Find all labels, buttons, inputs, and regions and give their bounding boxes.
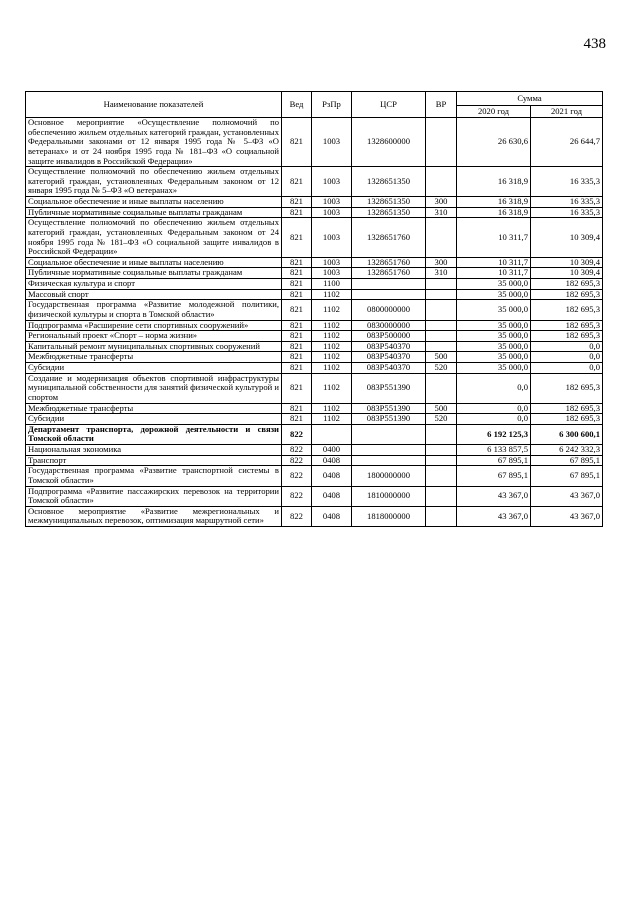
table-row [26, 289, 603, 300]
row-sum-2020: 35 000,0 [457, 341, 531, 352]
table-row [26, 197, 603, 208]
row-vr [426, 300, 457, 320]
row-rzpr: 1102 [312, 289, 352, 300]
row-rzpr: 0400 [312, 445, 352, 456]
header-rzpr: РзПр [312, 92, 352, 118]
row-sum-2021: 16 335,3 [531, 207, 603, 218]
row-sum-2020: 6 133 857,5 [457, 445, 531, 456]
header-vr: ВР [426, 92, 457, 118]
row-sum-2021: 182 695,3 [531, 320, 603, 331]
row-sum-2020: 35 000,0 [457, 363, 531, 374]
table-row [26, 118, 603, 167]
row-name: Осуществление полномочий по обеспечению жильем отдельных категорий граждан, установленных Федеральным законом от 24 ноября 1995 года № 181–ФЗ «О социальной защите инвалидов в Российской Федерации» [26, 218, 282, 258]
row-name: Транспорт [26, 455, 282, 466]
table-row [26, 320, 603, 331]
row-rzpr: 1100 [312, 279, 352, 290]
row-vr: 300 [426, 257, 457, 268]
row-name: Социальное обеспечение и иные выплаты населению [26, 257, 282, 268]
table-row [26, 300, 603, 320]
table-row [26, 279, 603, 290]
row-name: Публичные нормативные социальные выплаты гражданам [26, 207, 282, 218]
table-row [26, 207, 603, 218]
table-row [26, 352, 603, 363]
row-sum-2020: 0,0 [457, 403, 531, 414]
row-ved: 821 [282, 118, 312, 167]
row-vr: 300 [426, 197, 457, 208]
table-row [26, 268, 603, 279]
row-rzpr: 1003 [312, 118, 352, 167]
row-rzpr: 0408 [312, 506, 352, 526]
row-sum-2021: 0,0 [531, 352, 603, 363]
row-sum-2021: 182 695,3 [531, 373, 603, 403]
row-ved: 822 [282, 424, 312, 444]
table-row [26, 414, 603, 425]
row-sum-2020: 6 192 125,3 [457, 424, 531, 444]
row-sum-2021: 182 695,3 [531, 331, 603, 342]
header-2020: 2020 год [457, 106, 531, 118]
row-sum-2021: 0,0 [531, 341, 603, 352]
row-ved: 822 [282, 486, 312, 506]
row-csr: 1818000000 [352, 506, 426, 526]
budget-table [25, 91, 603, 527]
row-name: Основное мероприятие «Развитие межрегиональных и межмуниципальных перевозок, оптимизация маршрутной сети» [26, 506, 282, 526]
row-sum-2021: 16 335,3 [531, 197, 603, 208]
table-row [26, 486, 603, 506]
row-name: Межбюджетные трансферты [26, 352, 282, 363]
row-name: Государственная программа «Развитие транспортной системы в Томской области» [26, 466, 282, 486]
row-ved: 821 [282, 331, 312, 342]
row-ved: 821 [282, 341, 312, 352]
row-vr: 520 [426, 414, 457, 425]
row-sum-2021: 43 367,0 [531, 486, 603, 506]
row-name: Субсидии [26, 414, 282, 425]
row-sum-2021: 6 242 332,3 [531, 445, 603, 456]
row-ved: 821 [282, 352, 312, 363]
row-ved: 822 [282, 506, 312, 526]
row-sum-2021: 6 300 600,1 [531, 424, 603, 444]
row-rzpr: 1003 [312, 197, 352, 208]
row-csr: 083P500000 [352, 331, 426, 342]
row-vr: 310 [426, 268, 457, 279]
row-ved: 821 [282, 167, 312, 197]
row-vr [426, 279, 457, 290]
row-name: Публичные нормативные социальные выплаты гражданам [26, 268, 282, 279]
row-sum-2020: 10 311,7 [457, 268, 531, 279]
row-name: Подпрограмма «Развитие пассажирских перевозок на территории Томской области» [26, 486, 282, 506]
row-ved: 821 [282, 197, 312, 208]
table-row [26, 363, 603, 374]
row-rzpr: 0408 [312, 466, 352, 486]
row-csr: 1810000000 [352, 486, 426, 506]
row-name: Основное мероприятие «Осуществление полномочий по обеспечению жильем отдельных категорий граждан, установленных Федеральными законами от 12 января 1995 года № 5–ФЗ «О ветеранах» и от 24 ноября 1995 года № 181–ФЗ «О социальной защите инвалидов в Российской Федерации» [26, 118, 282, 167]
row-name: Департамент транспорта, дорожной деятельности и связи Томской области [26, 424, 282, 444]
row-ved: 821 [282, 207, 312, 218]
row-sum-2020: 35 000,0 [457, 279, 531, 290]
row-rzpr: 0408 [312, 455, 352, 466]
header-sum: Сумма [457, 92, 603, 106]
row-ved: 821 [282, 320, 312, 331]
row-csr: 083P540370 [352, 341, 426, 352]
row-name: Подпрограмма «Расширение сети спортивных сооружений» [26, 320, 282, 331]
row-ved: 821 [282, 363, 312, 374]
page-number: 438 [583, 36, 606, 52]
row-sum-2021: 182 695,3 [531, 414, 603, 425]
row-sum-2021: 10 309,4 [531, 268, 603, 279]
row-name: Субсидии [26, 363, 282, 374]
row-sum-2021: 26 644,7 [531, 118, 603, 167]
row-name: Национальная экономика [26, 445, 282, 456]
row-ved: 821 [282, 403, 312, 414]
row-csr: 1328651350 [352, 207, 426, 218]
row-sum-2020: 16 318,9 [457, 207, 531, 218]
row-sum-2021: 16 335,3 [531, 167, 603, 197]
row-sum-2021: 43 367,0 [531, 506, 603, 526]
row-vr [426, 506, 457, 526]
row-sum-2020: 67 895,1 [457, 455, 531, 466]
row-sum-2020: 35 000,0 [457, 289, 531, 300]
row-rzpr: 1102 [312, 331, 352, 342]
row-ved: 822 [282, 455, 312, 466]
row-rzpr: 0408 [312, 486, 352, 506]
row-vr [426, 486, 457, 506]
row-ved: 821 [282, 268, 312, 279]
row-sum-2021: 182 695,3 [531, 403, 603, 414]
table-row [26, 466, 603, 486]
row-csr [352, 445, 426, 456]
row-name: Государственная программа «Развитие молодежной политики, физической культуры и спорта в Томской области» [26, 300, 282, 320]
row-sum-2021: 10 309,4 [531, 257, 603, 268]
row-sum-2020: 26 630,6 [457, 118, 531, 167]
row-sum-2020: 0,0 [457, 414, 531, 425]
row-rzpr: 1003 [312, 257, 352, 268]
row-sum-2020: 35 000,0 [457, 300, 531, 320]
row-vr [426, 341, 457, 352]
table-row [26, 257, 603, 268]
row-sum-2020: 35 000,0 [457, 320, 531, 331]
row-sum-2021: 182 695,3 [531, 289, 603, 300]
row-csr: 0800000000 [352, 300, 426, 320]
row-sum-2021: 182 695,3 [531, 279, 603, 290]
table-row [26, 424, 603, 444]
row-rzpr: 1003 [312, 268, 352, 279]
row-vr [426, 424, 457, 444]
row-vr: 500 [426, 403, 457, 414]
row-name: Массовый спорт [26, 289, 282, 300]
row-name: Капитальный ремонт муниципальных спортивных сооружений [26, 341, 282, 352]
row-rzpr: 1102 [312, 300, 352, 320]
row-csr: 083P551390 [352, 414, 426, 425]
row-rzpr: 1102 [312, 414, 352, 425]
row-sum-2020: 16 318,9 [457, 197, 531, 208]
table-row [26, 341, 603, 352]
row-sum-2020: 43 367,0 [457, 506, 531, 526]
row-csr: 083P551390 [352, 403, 426, 414]
row-ved: 821 [282, 257, 312, 268]
row-vr [426, 455, 457, 466]
table-row [26, 455, 603, 466]
row-vr [426, 118, 457, 167]
row-ved: 821 [282, 373, 312, 403]
row-sum-2021: 67 895,1 [531, 455, 603, 466]
row-sum-2020: 16 318,9 [457, 167, 531, 197]
row-sum-2020: 0,0 [457, 373, 531, 403]
row-vr [426, 331, 457, 342]
row-name: Создание и модернизация объектов спортивной инфраструктуры муниципальной собственности для занятий физической культурой и спортом [26, 373, 282, 403]
table-row [26, 445, 603, 456]
row-csr [352, 455, 426, 466]
row-sum-2021: 0,0 [531, 363, 603, 374]
table-row [26, 403, 603, 414]
table-row [26, 506, 603, 526]
row-sum-2020: 10 311,7 [457, 257, 531, 268]
row-csr: 1328651760 [352, 218, 426, 258]
row-sum-2021: 182 695,3 [531, 300, 603, 320]
row-vr: 310 [426, 207, 457, 218]
header-2021: 2021 год [531, 106, 603, 118]
row-rzpr: 1102 [312, 403, 352, 414]
row-rzpr: 1102 [312, 373, 352, 403]
row-sum-2020: 35 000,0 [457, 352, 531, 363]
row-vr [426, 373, 457, 403]
row-vr: 500 [426, 352, 457, 363]
row-name: Физическая культура и спорт [26, 279, 282, 290]
row-csr: 1328651760 [352, 257, 426, 268]
table-row [26, 331, 603, 342]
row-vr [426, 320, 457, 331]
row-sum-2021: 67 895,1 [531, 466, 603, 486]
row-vr [426, 445, 457, 456]
row-vr: 520 [426, 363, 457, 374]
row-rzpr: 1102 [312, 363, 352, 374]
row-csr: 1328600000 [352, 118, 426, 167]
row-name: Региональный проект «Спорт – норма жизни» [26, 331, 282, 342]
row-csr: 083P540370 [352, 352, 426, 363]
row-rzpr: 1003 [312, 207, 352, 218]
row-csr: 1328651760 [352, 268, 426, 279]
row-name: Межбюджетные трансферты [26, 403, 282, 414]
row-rzpr: 1102 [312, 352, 352, 363]
row-sum-2020: 43 367,0 [457, 486, 531, 506]
row-ved: 822 [282, 445, 312, 456]
row-csr: 1328651350 [352, 167, 426, 197]
row-vr [426, 289, 457, 300]
row-ved: 821 [282, 218, 312, 258]
row-csr: 1800000000 [352, 466, 426, 486]
row-sum-2020: 35 000,0 [457, 331, 531, 342]
row-name: Осуществление полномочий по обеспечению жильем отдельных категорий граждан, установленных Федеральным законом от 12 января 1995 года № 5–ФЗ «О ветеранах» [26, 167, 282, 197]
row-csr: 083P551390 [352, 373, 426, 403]
row-vr [426, 466, 457, 486]
row-rzpr: 1003 [312, 218, 352, 258]
row-csr [352, 289, 426, 300]
row-ved: 822 [282, 466, 312, 486]
table-row [26, 167, 603, 197]
table-row [26, 373, 603, 403]
row-sum-2020: 10 311,7 [457, 218, 531, 258]
row-csr: 0830000000 [352, 320, 426, 331]
row-rzpr: 1102 [312, 341, 352, 352]
row-csr [352, 424, 426, 444]
row-csr [352, 279, 426, 290]
row-rzpr: 1102 [312, 320, 352, 331]
table-row [26, 218, 603, 258]
row-csr: 083P540370 [352, 363, 426, 374]
row-ved: 821 [282, 279, 312, 290]
row-sum-2020: 67 895,1 [457, 466, 531, 486]
header-name: Наименование показателей [26, 92, 282, 118]
row-rzpr [312, 424, 352, 444]
row-ved: 821 [282, 289, 312, 300]
row-ved: 821 [282, 300, 312, 320]
row-rzpr: 1003 [312, 167, 352, 197]
row-vr [426, 167, 457, 197]
header-csr: ЦСР [352, 92, 426, 118]
row-csr: 1328651350 [352, 197, 426, 208]
header-ved: Вед [282, 92, 312, 118]
row-vr [426, 218, 457, 258]
row-sum-2021: 10 309,4 [531, 218, 603, 258]
row-ved: 821 [282, 414, 312, 425]
row-name: Социальное обеспечение и иные выплаты населению [26, 197, 282, 208]
